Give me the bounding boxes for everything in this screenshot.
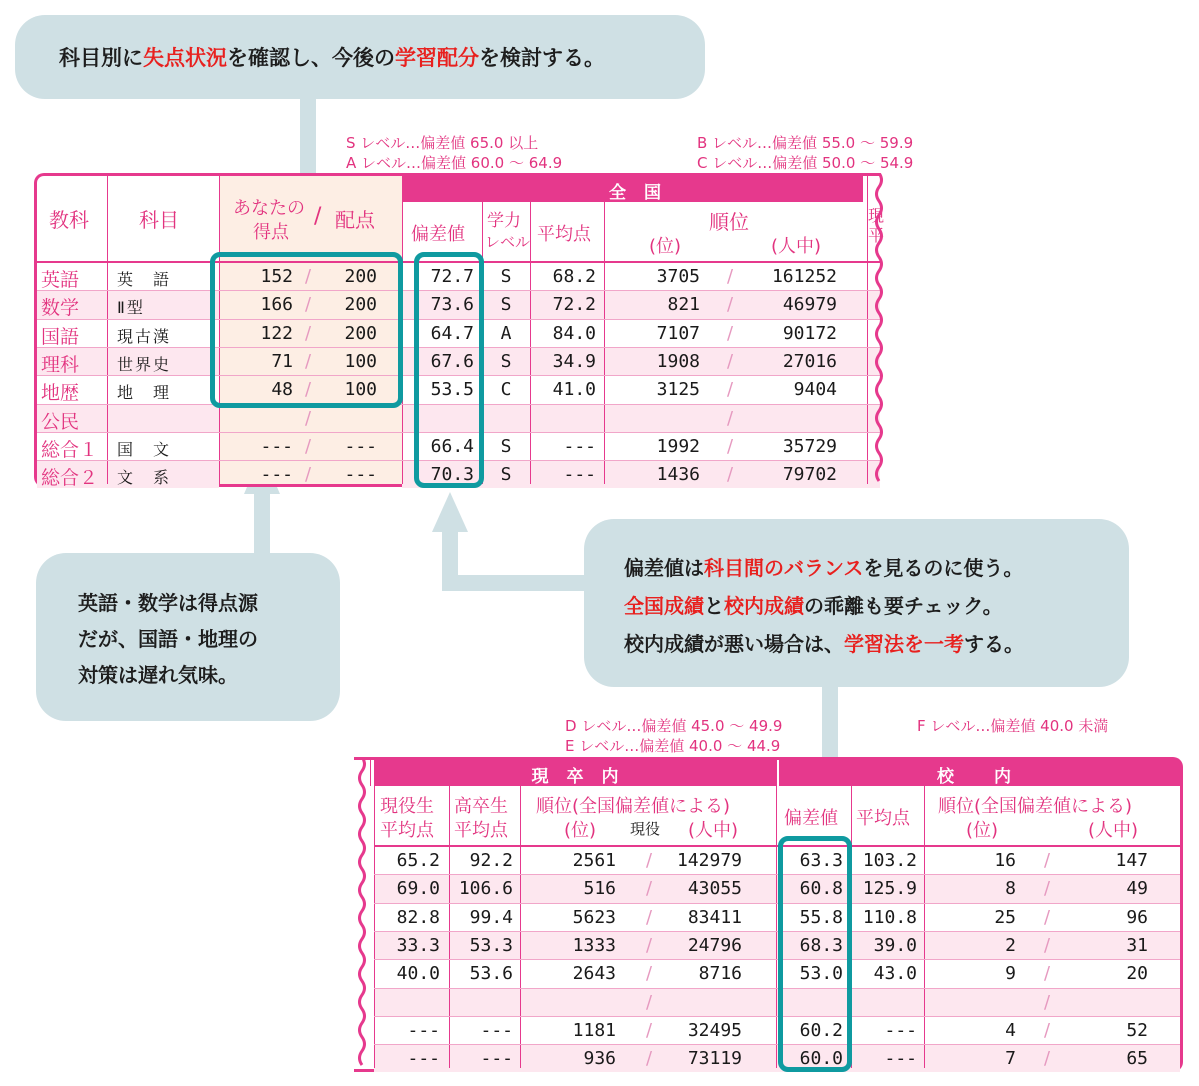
row-avg: 34.9 — [552, 350, 596, 372]
header-kousotsu-b: 平均点 — [454, 820, 508, 841]
row-haiten: 100 — [344, 379, 377, 401]
row-school-total: 65 — [1126, 1048, 1148, 1070]
row-total: 35729 — [782, 435, 837, 457]
row-total: 90172 — [782, 322, 837, 344]
row-hensachi: 66.4 — [430, 435, 474, 457]
row-rank: 2561 — [572, 850, 616, 871]
row-rank: 2643 — [572, 963, 616, 985]
callout-text: を確認し、今後の — [227, 46, 395, 70]
row-school-rank-slash: / — [1044, 906, 1051, 928]
row-total: 161252 — [771, 266, 837, 287]
callout-line — [624, 549, 1119, 587]
row-kamoku: 英 語 — [117, 270, 172, 289]
row-haiten: --- — [344, 435, 377, 457]
row-score: --- — [260, 435, 293, 457]
row-haiten: 200 — [344, 294, 377, 316]
row-rank: 516 — [583, 878, 616, 900]
row-score: 152 — [260, 266, 293, 287]
row-level: S — [500, 464, 512, 486]
row-rank: 3705 — [656, 266, 700, 287]
legend-top-right — [697, 133, 913, 173]
arrow-left-shaft — [254, 490, 270, 556]
header-geneki: 現役 — [630, 820, 661, 838]
row-school-avg: --- — [884, 1048, 917, 1070]
row-hensachi: 70.3 — [430, 464, 474, 486]
row-score: 166 — [260, 294, 293, 316]
row-divider — [374, 874, 1180, 875]
row-slash: / — [305, 294, 312, 316]
header-kousotsu-a: 高卒生 — [454, 796, 508, 817]
row-rank-slash: / — [727, 266, 734, 287]
col-divider — [107, 176, 108, 484]
row-kousotsu-avg: 106.6 — [458, 878, 513, 900]
row-rank: 1333 — [572, 934, 616, 956]
header-rank-all: 順位(全国偏差値による) — [536, 796, 731, 817]
row-kousotsu-avg: --- — [480, 1048, 513, 1070]
row-school-rank-slash: / — [1044, 991, 1051, 1013]
row-rank: 1992 — [656, 435, 700, 457]
row-divider — [374, 931, 1180, 932]
row-hensachi: 64.7 — [430, 322, 474, 344]
row-score: 122 — [260, 322, 293, 344]
row-total: 79702 — [782, 464, 837, 486]
row-level: A — [500, 322, 512, 344]
row-rank-slash: / — [646, 906, 653, 928]
callout-highlight: 学習法を一考 — [844, 632, 964, 656]
row-slash: / — [305, 407, 312, 429]
header-geneki-a: 現役生 — [380, 796, 434, 817]
row-school-rank: 2 — [1005, 934, 1016, 956]
row-level: S — [500, 266, 512, 287]
callout-text: 校内成績が悪い場合は、 — [624, 632, 844, 656]
row-kamoku: 文 系 — [117, 468, 172, 488]
row-school-rank-slash: / — [1044, 934, 1051, 956]
row-total: 9404 — [793, 379, 837, 401]
callout-top — [15, 15, 705, 99]
row-school-rank-slash: / — [1044, 1019, 1051, 1041]
header-rank-pos: (位) — [649, 236, 682, 257]
hensachi-highlight-box — [414, 252, 484, 488]
row-subject: 国語 — [41, 325, 80, 348]
header-rank-total-2: (人中) — [1088, 820, 1139, 841]
row-rank-slash: / — [646, 991, 653, 1013]
row-total: 142979 — [676, 850, 742, 871]
header-rank-pos: (位) — [564, 820, 597, 841]
row-geneki-avg: 69.0 — [396, 878, 440, 900]
row-rank-slash: / — [727, 322, 734, 344]
row-rank-slash: / — [727, 294, 734, 316]
row-school-hensachi: 53.0 — [799, 963, 843, 985]
row-school-rank-slash: / — [1044, 878, 1051, 900]
callout-right — [584, 519, 1129, 687]
row-avg: --- — [563, 464, 596, 486]
arrow-right-shaft-h — [442, 575, 586, 591]
row-rank-slash: / — [646, 850, 653, 871]
callout-line — [78, 585, 320, 621]
callout-text: だが、国語・地理の — [78, 627, 258, 651]
band-title-right: 校内 — [937, 767, 1051, 787]
row-school-rank: 7 — [1005, 1048, 1016, 1070]
header-divider — [374, 845, 1180, 847]
row-total: 46979 — [782, 294, 837, 316]
legend-bottom-right — [917, 716, 1108, 736]
legend-e: E レベル…偏差値 40.0 〜 44.9 — [565, 737, 781, 755]
row-school-hensachi: 60.8 — [799, 878, 843, 900]
row-geneki-avg: 65.2 — [396, 850, 440, 871]
row-haiten: 200 — [344, 266, 377, 287]
header-level-a: 学力 — [487, 211, 521, 231]
header-kyoka: 教科 — [49, 208, 89, 232]
row-subject: 総合２ — [41, 467, 99, 490]
row-geneki-avg: 82.8 — [396, 906, 440, 928]
row-bg — [374, 988, 1180, 1016]
row-total: 83411 — [687, 906, 742, 928]
row-rank-slash: / — [727, 407, 734, 429]
header-avg: 平均点 — [537, 224, 591, 245]
row-total: 8716 — [698, 963, 742, 985]
row-avg: 84.0 — [552, 322, 596, 344]
callout-text: 英語・数学は得点源 — [78, 591, 258, 615]
callout-text: の乖離も要チェック。 — [804, 594, 1003, 618]
row-school-avg: 103.2 — [862, 850, 917, 871]
header-cut: 現 平 — [868, 206, 885, 245]
legend-bottom-left — [565, 716, 782, 756]
row-school-hensachi: 68.3 — [799, 934, 843, 956]
row-rank: 1908 — [656, 350, 700, 372]
row-score: 71 — [271, 350, 293, 372]
callout-line — [624, 587, 1119, 625]
row-rank-slash: / — [646, 878, 653, 900]
row-rank: 936 — [583, 1048, 616, 1070]
row-avg: 68.2 — [552, 266, 596, 287]
callout-text: と — [704, 594, 724, 618]
header-slash: / — [314, 204, 322, 229]
row-slash: / — [305, 266, 312, 287]
row-avg: --- — [563, 435, 596, 457]
row-school-rank: 9 — [1005, 963, 1016, 985]
row-kamoku: Ⅱ型 — [117, 298, 145, 318]
callout-highlight: 全国成績 — [624, 594, 704, 618]
row-school-rank: 8 — [1005, 878, 1016, 900]
row-divider — [374, 988, 1180, 989]
legend-a: A レベル…偏差値 60.0 〜 64.9 — [346, 154, 563, 172]
row-subject: 公民 — [41, 410, 80, 433]
row-school-avg: 39.0 — [873, 934, 917, 956]
band-title: 全国 — [609, 183, 679, 203]
row-geneki-avg: 40.0 — [396, 963, 440, 985]
row-hensachi: 67.6 — [430, 350, 474, 372]
row-slash: / — [305, 435, 312, 457]
row-school-rank: 25 — [994, 906, 1016, 928]
legend-f: F レベル…偏差値 40.0 未満 — [917, 717, 1109, 735]
row-haiten: 100 — [344, 350, 377, 372]
row-school-hensachi: 60.0 — [799, 1048, 843, 1070]
row-school-rank-slash: / — [1044, 1048, 1051, 1070]
row-school-avg: 110.8 — [862, 906, 917, 928]
legend-s: S レベル…偏差値 65.0 以上 — [346, 134, 539, 152]
school-hensachi-highlight-box — [778, 836, 852, 1072]
row-subject: 理科 — [41, 353, 80, 376]
row-geneki-avg: --- — [407, 1048, 440, 1070]
row-school-hensachi: 60.2 — [799, 1019, 843, 1041]
row-level: C — [500, 379, 512, 401]
row-slash: / — [305, 379, 312, 401]
row-school-avg: 43.0 — [873, 963, 917, 985]
row-kousotsu-avg: 53.6 — [469, 963, 513, 985]
score-highlight-box — [210, 252, 403, 408]
header-rank-total: (人中) — [771, 236, 822, 257]
callout-top-text — [59, 42, 605, 72]
callout-line — [624, 625, 1119, 663]
row-kousotsu-avg: 92.2 — [469, 850, 513, 871]
row-school-total: 31 — [1126, 934, 1148, 956]
school-results-table — [354, 757, 1183, 1072]
row-rank: 7107 — [656, 322, 700, 344]
row-geneki-avg: --- — [407, 1019, 440, 1041]
header-hensachi: 偏差値 — [784, 808, 838, 829]
row-rank-slash: / — [727, 379, 734, 401]
row-slash: / — [305, 350, 312, 372]
row-school-total: 96 — [1126, 906, 1148, 928]
callout-line — [78, 657, 320, 693]
header-rank-pos-2: (位) — [966, 820, 999, 841]
row-haiten: 200 — [344, 322, 377, 344]
row-divider — [374, 959, 1180, 960]
row-score: --- — [260, 464, 293, 486]
row-school-avg: --- — [884, 1019, 917, 1041]
row-rank-slash: / — [727, 435, 734, 457]
arrow-right-head-icon — [432, 492, 468, 532]
callout-left — [36, 553, 340, 721]
header-haiten: 配点 — [335, 208, 375, 232]
row-slash: / — [305, 464, 312, 486]
callout-text: する。 — [964, 632, 1024, 656]
row-rank-slash: / — [727, 464, 734, 486]
callout-text: を検討する。 — [479, 46, 605, 70]
row-slash: / — [305, 322, 312, 344]
row-rank: 1181 — [572, 1019, 616, 1041]
row-geneki-avg: 33.3 — [396, 934, 440, 956]
header-rank-total: (人中) — [688, 820, 739, 841]
row-school-total: 52 — [1126, 1019, 1148, 1041]
row-school-rank: 16 — [994, 850, 1016, 871]
row-subject: 数学 — [41, 297, 80, 320]
row-level: S — [500, 435, 512, 457]
row-avg: 72.2 — [552, 294, 596, 316]
row-divider — [374, 1044, 1180, 1045]
row-kamoku: 地 理 — [117, 383, 172, 403]
callout-highlight: 校内成績 — [724, 594, 804, 618]
row-total: 43055 — [687, 878, 742, 900]
arrow-right-shaft-v — [442, 528, 458, 591]
row-rank-slash: / — [646, 934, 653, 956]
row-school-avg: 125.9 — [862, 878, 917, 900]
header-hensachi: 偏差値 — [411, 224, 465, 245]
row-kamoku: 現古漢 — [117, 326, 172, 346]
header-kamoku: 科目 — [139, 208, 179, 232]
row-rank-slash: / — [646, 1019, 653, 1041]
row-kamoku: 国 文 — [117, 439, 172, 459]
row-score: 48 — [271, 379, 293, 401]
header-geneki-b: 平均点 — [380, 820, 434, 841]
callout-text: 偏差値は — [624, 556, 704, 580]
row-rank: 5623 — [572, 906, 616, 928]
row-rank: 821 — [667, 294, 700, 316]
row-hensachi: 73.6 — [430, 294, 474, 316]
row-total: 32495 — [687, 1019, 742, 1041]
row-level: S — [500, 350, 512, 372]
legend-c: C レベル…偏差値 50.0 〜 54.9 — [697, 154, 914, 172]
callout-highlight: 学習配分 — [395, 46, 479, 70]
callout-text: を見るのに使う。 — [863, 556, 1024, 580]
callout-line — [78, 621, 320, 657]
row-total: 24796 — [687, 934, 742, 956]
row-rank: 1436 — [656, 464, 700, 486]
header-rank: 順位 — [709, 210, 749, 234]
row-rank: 3125 — [656, 379, 700, 401]
row-kousotsu-avg: --- — [480, 1019, 513, 1041]
row-level: S — [500, 294, 512, 316]
row-kousotsu-avg: 53.3 — [469, 934, 513, 956]
wavy-cut-edge — [873, 173, 893, 487]
row-subject: 英語 — [41, 269, 80, 291]
header-score-a: あなたの — [233, 198, 305, 219]
callout-highlight: 科目間のバランス — [704, 556, 864, 580]
row-subject: 総合１ — [41, 438, 99, 461]
header-score-b: 得点 — [253, 222, 289, 243]
header-rank-all-2: 順位(全国偏差値による) — [938, 796, 1133, 817]
row-rank-slash: / — [727, 350, 734, 372]
row-subject: 地歴 — [41, 382, 80, 405]
row-school-hensachi: 55.8 — [799, 906, 843, 928]
row-school-total: 20 — [1126, 963, 1148, 985]
callout-text: 科目別に — [59, 46, 143, 70]
row-school-rank-slash: / — [1044, 963, 1051, 985]
legend-b: B レベル…偏差値 55.0 〜 59.9 — [697, 134, 914, 152]
legend-d: D レベル…偏差値 45.0 〜 49.9 — [565, 717, 783, 735]
row-hensachi: 72.7 — [430, 266, 474, 287]
row-total: 27016 — [782, 350, 837, 372]
row-divider — [374, 1016, 1180, 1017]
row-rank-slash: / — [646, 963, 653, 985]
row-kousotsu-avg: 99.4 — [469, 906, 513, 928]
row-school-total: 49 — [1126, 878, 1148, 900]
callout-text: 対策は遅れ気味。 — [78, 663, 238, 687]
row-school-total: 147 — [1115, 850, 1148, 871]
row-avg: 41.0 — [552, 379, 596, 401]
wavy-cut-edge — [354, 757, 374, 1071]
row-haiten: --- — [344, 464, 377, 486]
header-avg: 平均点 — [856, 808, 910, 829]
row-rank-slash: / — [646, 1048, 653, 1070]
row-total: 73119 — [687, 1048, 742, 1070]
row-school-rank: 4 — [1005, 1019, 1016, 1041]
row-school-hensachi: 63.3 — [799, 850, 843, 871]
callout-highlight: 失点状況 — [143, 46, 227, 70]
band-title-left: 現卒内 — [531, 767, 637, 787]
legend-top-left — [346, 133, 562, 173]
header-level-b: レベル — [485, 233, 531, 251]
row-kamoku: 世界史 — [117, 354, 172, 374]
row-divider — [374, 903, 1180, 904]
row-hensachi: 53.5 — [430, 379, 474, 401]
row-school-rank-slash: / — [1044, 850, 1051, 871]
